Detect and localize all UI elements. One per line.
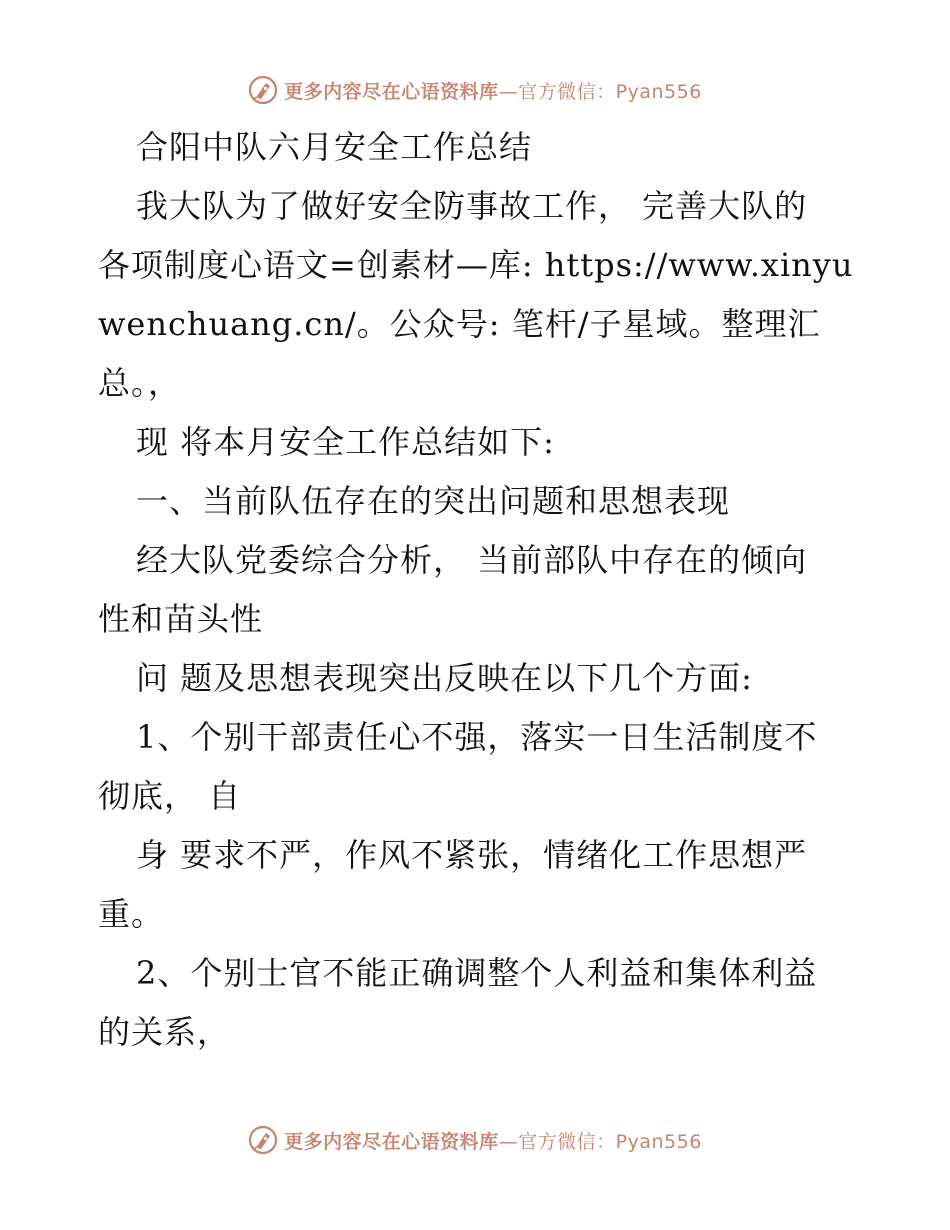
watermark-text: 更多内容尽在心语资料库—官方微信：Pyan556 <box>284 1130 702 1153</box>
list-item-line: 重。 <box>98 895 165 933</box>
document-title: 合阳中队六月安全工作总结 <box>136 128 533 166</box>
document-body <box>98 118 854 1062</box>
watermark-text: 更多内容尽在心语资料库—官方微信：Pyan556 <box>284 80 702 103</box>
paragraph-line: 各项制度心语文=创素材—库: https://www.xinyu <box>98 246 854 284</box>
paragraph-line: 我大队为了做好安全防事故工作， 完善大队的 <box>136 187 808 225</box>
list-item-line: 彻底， 自 <box>98 777 242 815</box>
paragraph-line: 经大队党委综合分析， 当前部队中存在的倾向 <box>136 541 808 579</box>
list-item-line: 2、个别士官不能正确调整个人利益和集体利益 <box>136 954 818 992</box>
section-heading: 一、当前队伍存在的突出问题和思想表现 <box>136 482 731 520</box>
watermark-footer <box>0 1120 950 1160</box>
pen-nib-logo-icon <box>248 1125 278 1155</box>
watermark-header <box>0 70 950 110</box>
paragraph-line: 现 将本月安全工作总结如下: <box>136 423 555 461</box>
paragraph-line: 问 题及思想表现突出反映在以下几个方面: <box>136 659 753 697</box>
pen-nib-logo-icon <box>248 75 278 105</box>
paragraph-line: 总。， <box>98 364 182 402</box>
list-item-line: 身 要求不严，作风不紧张，情绪化工作思想严 <box>136 836 808 874</box>
list-item-line: 的关系， <box>98 1013 231 1051</box>
list-item-line: 1、个别干部责任心不强，落实一日生活制度不 <box>136 718 818 756</box>
paragraph-line: 性和苗头性 <box>98 600 264 638</box>
paragraph-line: wenchuang.cn/。公众号: 笔杆/子星域。整理汇 <box>98 305 821 343</box>
